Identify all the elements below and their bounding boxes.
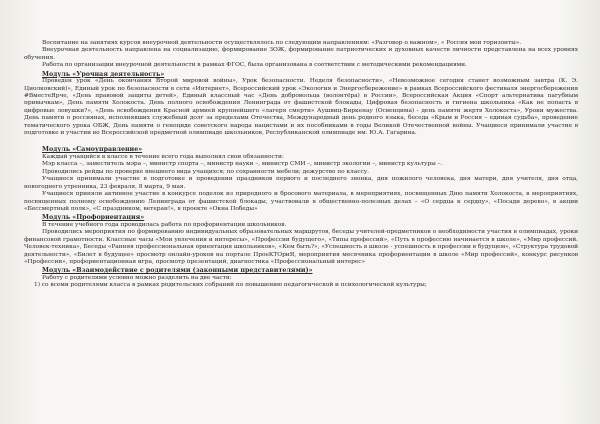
career-paragraph-1: В течение учебного года проводилась работа по профориентации школьников.	[42, 221, 287, 228]
intro-paragraph-3: Работа по организации внеурочной деятельности в рамках ФГОС, была организована в соответствии с методическими рекомендациями.	[42, 62, 467, 69]
self-government-paragraph-3: Проводились рейды по проверке внешнего вида учащихся; по сохранности мебели; дежурство по классу.	[42, 168, 369, 175]
intro-paragraph-2: Внеурочная деятельность направлена на социализацию, формирование ЗОЖ, формирование патриотических и духовных качеств личности представлена на всех уровнях обучения.	[24, 47, 578, 61]
module-parents-heading: Модуль «Взаимодействие с родителями (законными представителями)»	[42, 267, 313, 275]
self-government-paragraph-5: Учащиеся приняли активное участие в конкурсе поделок из природного и бросового материала, в мероприятиях, посвященных Дню памяти Холокоста, в мероприятиях, посвященных полному освобождению Ленинграда от фашистской блокады, участвовали в общественно-полезных делах – «О сердца к сердцу», «Посади дерево», в акции «Бессмертный полк», «С праздником, ветеран!», в проекте «Окна Победы»	[24, 191, 578, 212]
self-government-paragraph-2: Мэр класса –, заместитель мэра –, министр спорта –, министр науки –, министр СМИ –, министр экологии –, министр культуры –.	[42, 161, 443, 168]
module-lessons-heading: Модуль «Урочная деятельность»	[42, 70, 165, 78]
module-career-heading: Модуль «Профориентация»	[42, 214, 145, 222]
self-government-paragraph-4: Учащиеся принимали участие в подготовке и проведении праздников первого и последнего звонка, дня пожилого человека, дня матери, дня учителя, дня отца, новогоднего утренника, 23 февраля, 8 марта, 9 мая.	[24, 176, 578, 190]
career-paragraph-2: Проводились мероприятия по формированию индивидуальных образовательных маршрутов, беседы учителей-предметников о необходимости участия в олимпиадах, уроки финансовой грамотности. Классные часы «Мои увлечения и интересы», «Профессии будущего», «Типы профессий», «Путь в профессию начинается в школе», «Мир профессий. Человек-техника», Беседы «Ранняя профессиональная ориентация школьников», «Кем быть?», «Успешность в школе - успешность в профессии в будущем», «Структура трудовой деятельности», «Билет в будущее» просмотр онлайн-уроков на портале ПроеКТОриЯ, мероприятия месячника профориентации в школе «Мир профессий», конкурс рисунков «Профессии», профориентационная игра, просмотр презентаций, диагностика «Профессиональный интерес»	[24, 229, 578, 265]
parents-list-item-1: 1) со всеми родителями класса в рамках родительских собраний по повышению педагогической и психологической культуры;	[34, 282, 427, 289]
self-government-paragraph-1: Каждый учащийся в классе в течение всего года выполнял свои обязанности:	[42, 154, 284, 161]
module-self-government-heading: Модуль «Самоуправление»	[42, 146, 143, 154]
parents-paragraph-1: Работу с родителями условно можно разделить на две части:	[42, 274, 232, 281]
intro-paragraph-1: Воспитание на занятиях курсов внеурочной деятельности осуществлялось по следующим направлениям: «Разговор о важном», « Россия мои горизонты».	[42, 40, 522, 46]
module-lessons-text: Проведен урок «День окончания Второй мировой войны», Урок безопасности. Неделя безопасности», «Невозможное сегодня станет возможным завтра (К. Э. Циолковский)», Единый урок по безопасности в сети «Интернет», Всероссийский урок «Экология и Энергосбережение» в рамках Всероссийского фестиваля энергосбережения #ВместеЯрче, «День правовой защиты детей», Единый классный час «День добровольца (волонтёра) в России», Всероссийская Акция «Спорт альтернатива пагубным привычкам», День памяти Холокоста. День полного освобождения Ленинграда от фашистской блокады, Цифровая безопасность и гигиена школьника «Как не попасть в цифровые ловушки?», «День освобождения Красной армией крупнейшего «лагеря смерти» Аушвиц-Биркенау (Освенцима) - день памяти жертв Холокоста», Уроки мужества. День памяти о россиянах, исполнявших служебный долг за пределами Отечества, Международный день родного языка, беседа «Крым и Россия – единая судьба», проведение тематического урока ОБЖ, День памяти о геноциде советского народа нацистами и их пособниками в годы Великой Отечественной войны. Учащиеся принимали участие в подготовке и участии во Всероссийской предметной олимпиаде школьников, Республиканской олимпиаде им. Ю.А. Гагарина.	[24, 78, 578, 137]
